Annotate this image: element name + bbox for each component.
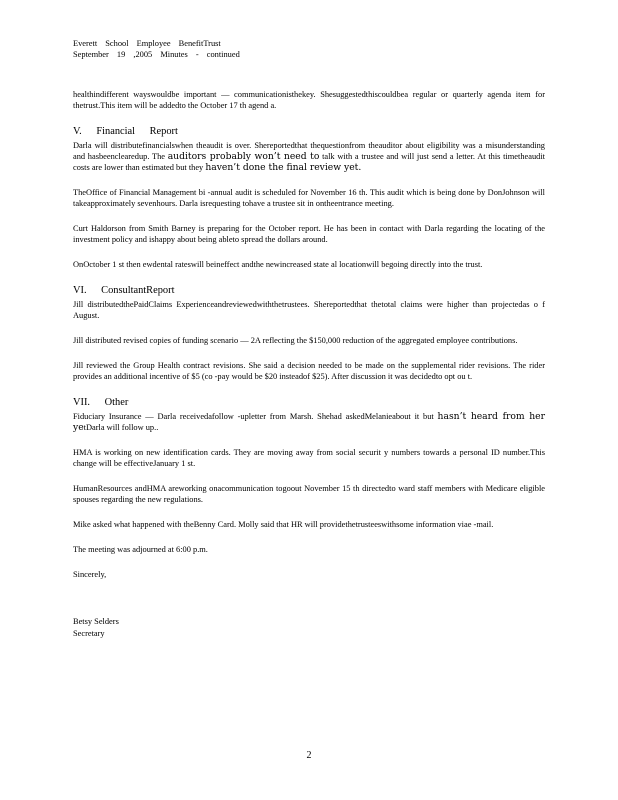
document-body	[73, 89, 545, 640]
financial-paragraph-1	[73, 140, 545, 173]
other-paragraph-4: Mike asked what happened with theBenny Card. Molly said that HR will providethetrusteeswithsome information viae -mail.	[73, 520, 494, 529]
page-header	[73, 38, 553, 60]
other-paragraph-5: The meeting was adjourned at 6:00 p.m.	[73, 545, 208, 554]
intro-paragraph: healthindifferent wayswouldbe important — communicationisthekey. Shesuggestedthiscouldbea regular or quarterly agenda item for thetrust.This item will be addedto the October 17 th agend a.	[73, 90, 545, 110]
financial-paragraph-2: TheOffice of Financial Management bi -annual audit is scheduled for November 16 th. This audit which is being done by DonJohnson will takeapproximately sevenhours. Darla isrequesting tohave a trustee sit in ontheentrance meeting.	[73, 188, 545, 208]
other-paragraph-2: HMA is working on new identification cards. They are moving away from social securit y numbers towards a personal ID number.This change will be effectiveJanuary 1 st.	[73, 448, 545, 468]
other-paragraph-1	[73, 411, 545, 433]
section-heading-consultant-report: VI. ConsultantReport	[73, 285, 175, 296]
consultant-paragraph-2: Jill distributed revised copies of funding scenario — 2A reflecting the $150,000 reduction of the aggregated employee contributions.	[73, 336, 518, 345]
page-number: 2	[306, 750, 312, 761]
financial-p1-emphasis: auditors probably won’t need to	[167, 151, 320, 162]
other-p1-text-2: tDarla will follow up..	[83, 423, 159, 432]
financial-paragraph-4: OnOctober 1 st then ewdental rateswill beineffect andthe newincreased state al locationwill begoing directly into the trust.	[73, 260, 483, 269]
financial-p1-text-2: talk with a trustee and will just send a letter. At this timetheaudit costs are lower than estimated but they	[73, 152, 545, 172]
signer-name: Betsy Selders	[73, 617, 119, 626]
financial-p1-text: Darla will distributefinancialswhen theaudit is over. Shereportedthat thequestionfrom theauditor about eligibility was a misunderstanding and hasbeenclearedup. The	[73, 141, 545, 161]
consultant-paragraph-1: Jill distributedthePaidClaims Experienceandreviewedwiththetrustees. Shereportedthat thetotal claims were higher than projectedas o f August.	[73, 300, 545, 320]
consultant-paragraph-3: Jill reviewed the Group Health contract revisions. She said a decision needed to be made on the supplemental rider revisions. The rider provides an additional incentive of $5 (co -pay would be $20 insteadof $25). After discussion it was decidedto opt ou t.	[73, 361, 545, 381]
financial-paragraph-3: Curt Haldorson from Smith Barney is preparing for the October report. He has been in contact with Darla regarding the locating of the investment policy and ishappy about being ableto spread the dollars around.	[73, 224, 545, 244]
section-heading-other: VII. Other	[73, 397, 129, 408]
header-date-line: September 19 ,2005 Minutes - continued	[73, 50, 240, 59]
header-title: Everett School Employee BenefitTrust	[73, 39, 221, 48]
signature-block	[73, 616, 545, 640]
signer-title: Secretary	[73, 629, 105, 638]
closing-sincerely: Sincerely,	[73, 570, 107, 579]
other-p1-text: Fiduciary Insurance — Darla receivedafollow -upletter from Marsh. Shehad askedMelanieabout it but	[73, 412, 434, 421]
other-paragraph-3: HumanResources andHMA areworking onacommunication togoout November 15 th directedto ward staff members with Medicare eligible spouses regarding the new regulations.	[73, 484, 545, 504]
financial-p1-emphasis-2: haven’t done the final review yet.	[205, 162, 362, 173]
section-heading-financial-report: V. Financial Report	[73, 126, 178, 137]
other-p1-emphasis: hasn’t heard from her ye	[73, 411, 545, 433]
